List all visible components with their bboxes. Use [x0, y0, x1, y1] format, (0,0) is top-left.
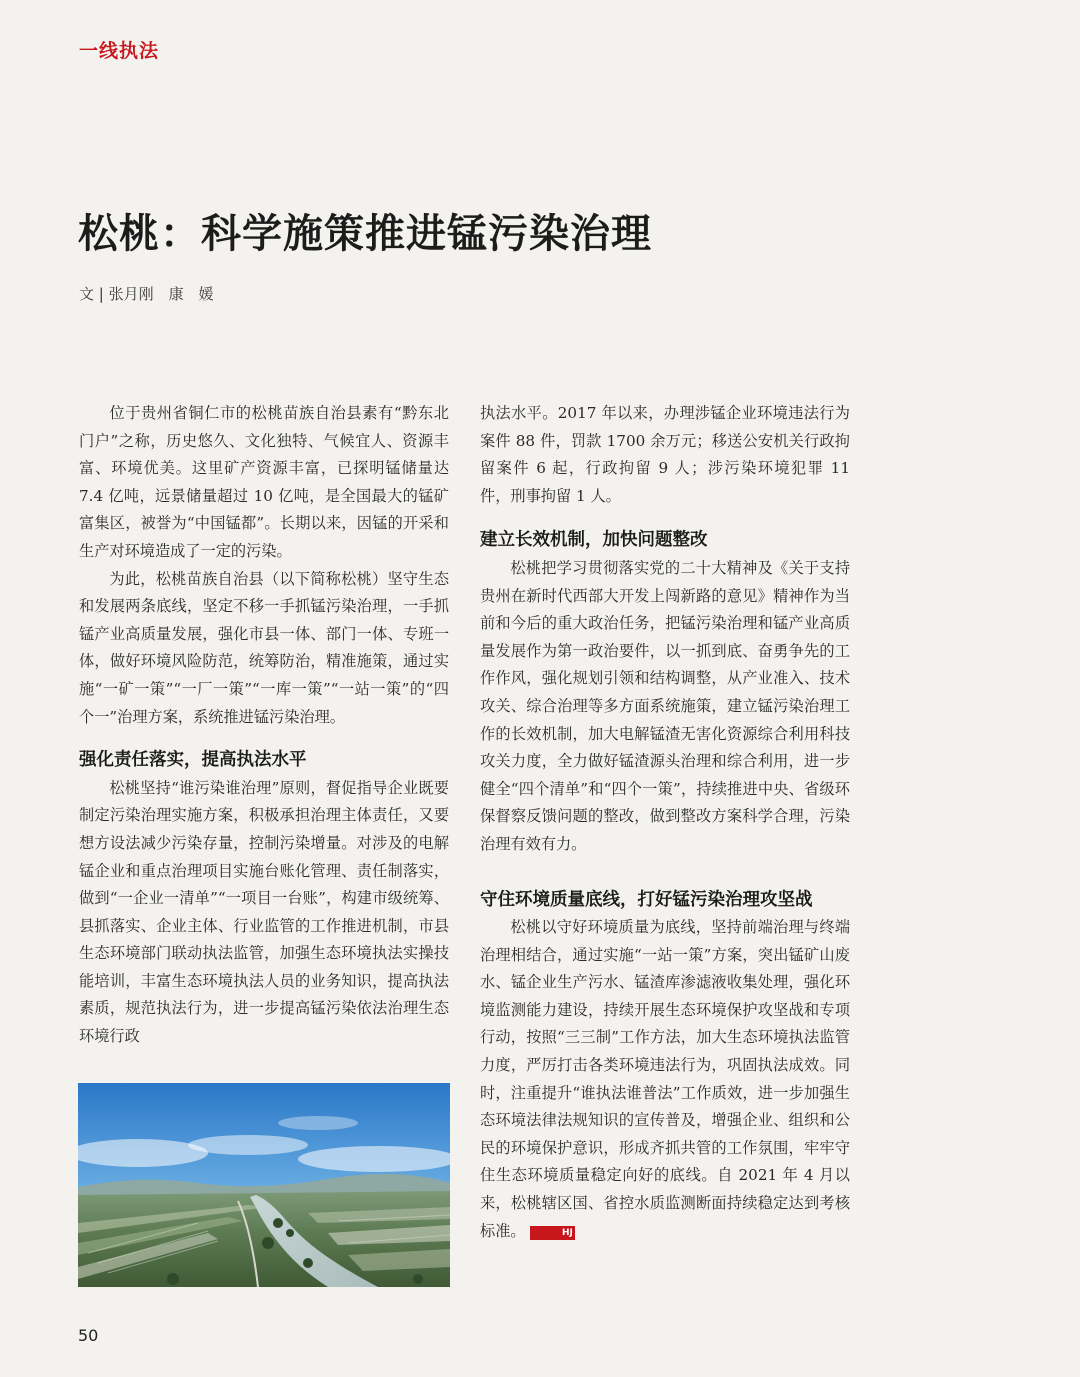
aerial-landscape-image — [78, 1083, 450, 1287]
left-column — [79, 400, 449, 1051]
section-heading-responsibility: 强化责任落实，提高执法水平 — [79, 750, 307, 771]
right-column — [480, 400, 850, 1245]
paragraph-responsibility: 松桃坚持“谁污染谁治理”原则，督促指导企业既要制定污染治理实施方案，积极承担治理主体责任，又要想方设法减少污染存量，控制污染增量。对涉及的电解锰企业和重点治理项目实施台账化管理、责任制落实，做到“一企业一清单”“一项目一台账”，构建市级统筹、县抓落实、企业主体、行业监管的工作推进机制，市县生态环境部门联动执法监管，加强生态环境执法实操技能培训，丰富生态环境执法人员的业务知识，提高执法素质，规范执法行为，进一步提高锰污染依法治理生态环境行政 — [79, 778, 449, 1046]
paragraph-quality-text: 松桃以守好环境质量为底线，坚持前端治理与终端治理相结合，通过实施“一站一策”方案，突出锰矿山废水、锰企业生产污水、锰渣库渗滤液收集处理，强化环境监测能力建设，持续开展生态环境保护攻坚战和专项行动，按照“三三制”工作方法，加大生态环境执法监管力度，严厉打击各类环境违法行为，巩固执法成效。同时，注重提升“谁执法谁普法”工作质效，进一步加强生态环境法律法规知识的宣传普及，增强企业、组织和公民的环境保护意识，形成齐抓共管的工作氛围，牢牢守住生态环境质量稳定向好的底线。自 2021 年 4 月以来，松桃辖区国、省控水质监测断面持续稳定达到考核标准。 — [480, 918, 850, 1240]
paragraph-enforcement-stats: 执法水平。2017 年以来，办理涉锰企业环境违法行为案件 88 件，罚款 1700 余万元；移送公安机关行政拘留案件 6 起，行政拘留 9 人；涉污染环境犯罪 11 件，刑事拘留 1 人。 — [480, 404, 850, 505]
top-edge — [0, 0, 1080, 3]
paragraph-intro: 位于贵州省铜仁市的松桃苗族自治县素有“黔东北门户”之称，历史悠久、文化独特、气候宜人、资源丰富、环境优美。这里矿产资源丰富，已探明锰储量达 7.4 亿吨，远景储量超过 10 亿吨，是全国最大的锰矿富集区，被誉为“中国锰都”。长期以来，因锰的开采和生产对环境造成了一定的污染。 — [79, 404, 449, 560]
aerial-photo — [78, 1083, 450, 1287]
section-heading-mechanism: 建立长效机制，加快问题整改 — [480, 530, 708, 551]
paragraph-approach: 为此，松桃苗族自治县（以下简称松桃）坚守生态和发展两条底线，坚定不移一手抓锰污染治理，一手抓锰产业高质量发展，强化市县一体、部门一体、专班一体，做好环境风险防范，统筹防治，精准施策，通过实施“一矿一策”“一厂一策”“一库一策”“一站一策”的“四个一”治理方案，系统推进锰污染治理。 — [79, 569, 449, 726]
article-title: 松桃：科学施策推进锰污染治理 — [78, 211, 652, 257]
paragraph-mechanism: 松桃把学习贯彻落实党的二十大精神及《关于支持贵州在新时代西部大开发上闯新路的意见》精神作为当前和今后的重大政治任务，把锰污染治理和锰产业高质量发展作为第一政治要件，以一抓到底、奋勇争先的工作作风，强化规划引领和结构调整，从产业准入、技术攻关、综合治理等多方面系统施策，建立锰污染治理工作的长效机制，加大电解锰渣无害化资源综合利用科技攻关力度，全力做好锰渣源头治理和综合利用，进一步健全“四个清单”和“四个一策”，持续推进中央、省级环保督察反馈问题的整改，做到整改方案科学合理，污染治理有效有力。 — [480, 558, 850, 853]
section-heading-quality: 守住环境质量底线，打好锰污染治理攻坚战 — [480, 889, 813, 910]
article-byline: 文 | 张月刚 康 媛 — [79, 285, 214, 303]
page-number: 50 — [78, 1326, 99, 1345]
section-tag: 一线执法 — [79, 40, 160, 62]
paragraph-quality — [480, 914, 850, 1245]
end-mark-badge: HJ — [530, 1226, 575, 1240]
